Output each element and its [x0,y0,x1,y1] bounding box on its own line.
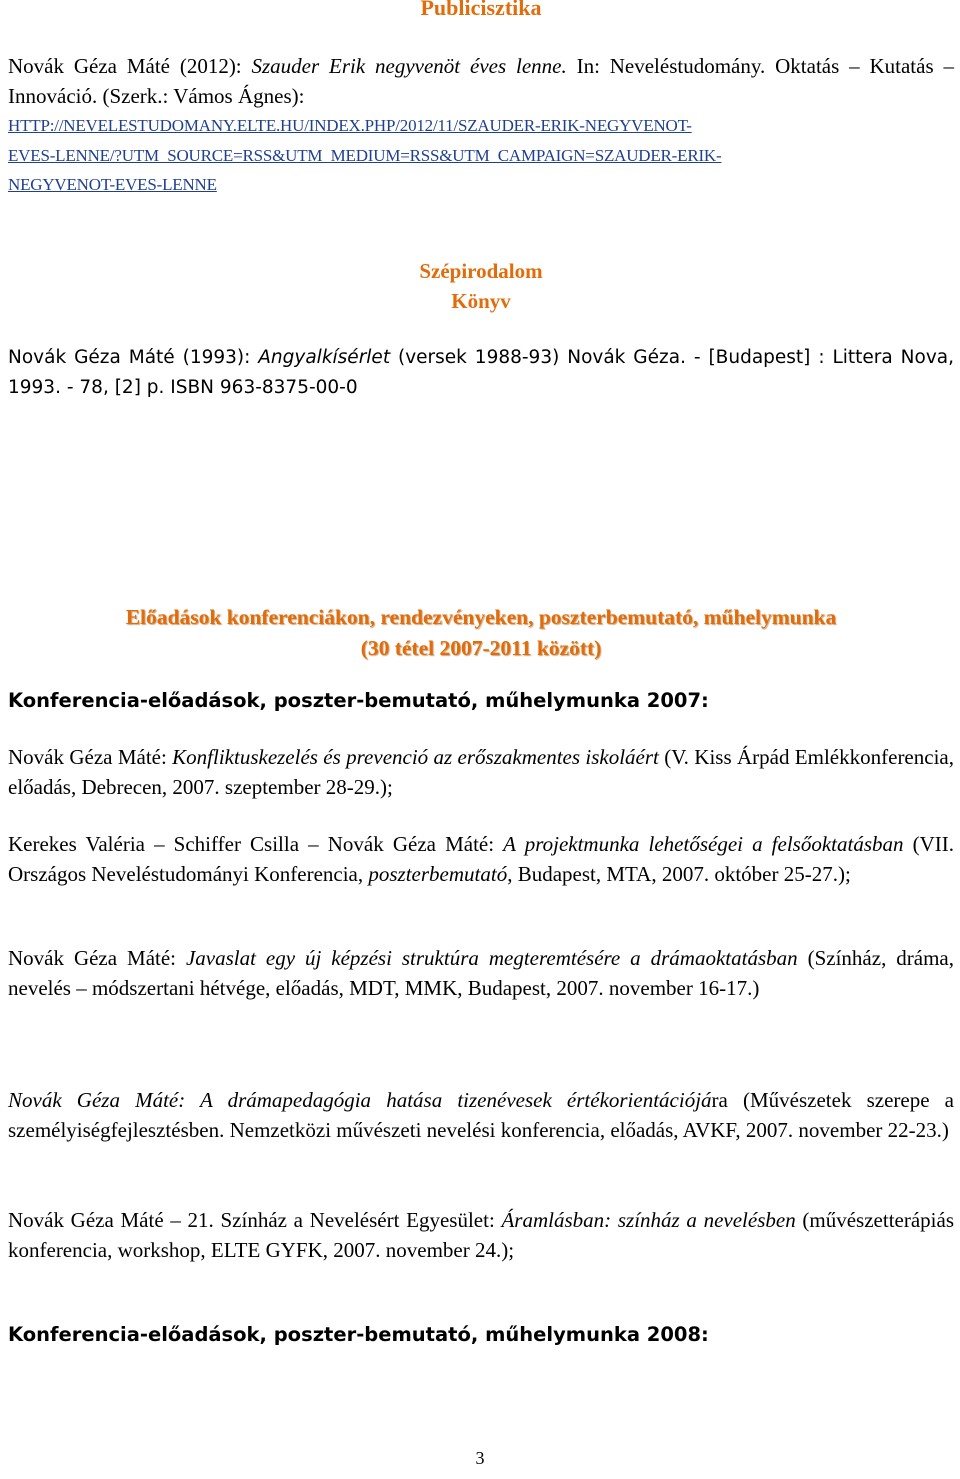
list-item-title: Novák Géza Máté: A drámapedagógia hatása tizenévesek értékorientációjá [8,1088,712,1112]
szepirodalom-entry [8,343,954,402]
entry-title: Angyalkísérlet [258,347,391,368]
link-line-1[interactable]: HTTP://NEVELESTUDOMANY.ELTE.HU/INDEX.PHP/2012/11/SZAUDER-ERIK-NEGYVENOT- [8,116,692,135]
list-item-title: Konfliktuskezelés és prevenció az erőszakmentes iskoláért [172,745,659,769]
list-item-authors: Kerekes Valéria – Schiffer Csilla – Novák Géza Máté: [8,832,504,856]
list-item-details-end: , Budapest, MTA, 2007. október 25-27.); [507,861,851,886]
list-item-details: (művészetterápiás konferencia, workshop, ELTE GYFK, 2007. november 24.); [8,1208,954,1262]
list-item-format: poszterbemutató [368,861,508,886]
section-heading-publicisztika: Publicisztika [420,0,542,20]
year-heading-2007: Konferencia-előadások, poszter-bemutató, műhelymunka 2007: [8,689,709,712]
entry-author: Novák Géza Máté (2012): [8,54,252,78]
list-item-details: ra (Művészetek szerepe a személyiségfejlesztésben. Nemzetközi művészeti nevelési konferencia, előadás, AVKF, 2007. november 22-23.) [8,1088,954,1142]
list-item-title: A projektmunka lehetőségei a felsőoktatásban [503,832,904,856]
list-item-authors: Novák Géza Máté – 21. Színház a Nevelésért Egyesület: [8,1208,502,1232]
section-heading-eloadasok: Előadások konferenciákon, rendezvényeken, poszterbemutató, műhelymunka [125,605,837,629]
entry-rest: (versek 1988-93) Novák Géza. - [Budapest] : Littera Nova, 1993. - 78, [2] p. ISBN 963-8375-00-0 [8,347,954,398]
year-heading-2008: Konferencia-előadások, poszter-bemutató, műhelymunka 2008: [8,1323,709,1346]
section-heading-szepirodalom: Szépirodalom [419,259,543,283]
list-item-authors: Novák Géza Máté: [8,946,186,970]
list-item-authors: Novák Géza Máté: [8,745,173,769]
list-item [8,1206,954,1265]
list-item [8,743,954,802]
list-item [8,944,954,1003]
list-item-details: (Színház, dráma, nevelés – módszertani hétvége, előadás, MDT, MMK, Budapest, 2007. november 16-17.) [8,946,954,1000]
entry-author: Novák Géza Máté (1993): [8,347,259,368]
subsection-heading-konyv: Könyv [451,289,511,313]
publicisztika-entry [8,52,954,200]
list-item [8,1086,954,1145]
section-subheading-tetel: (30 tétel 2007-2011 között) [360,636,602,660]
list-item-details: (VII. Országos Neveléstudományi Konferencia, [8,832,955,886]
link-line-3[interactable]: NEGYVENOT-EVES-LENNE [8,175,217,194]
list-item-title: Javaslat egy új képzési struktúra megteremtésére a drámaoktatásban [185,946,798,970]
link-line-2[interactable]: EVES-LENNE/?UTM_SOURCE=RSS&UTM_MEDIUM=RSS&UTM_CAMPAIGN=SZAUDER-ERIK- [8,145,722,165]
list-item-details: (V. Kiss Árpád Emlékkonferencia, előadás, Debrecen, 2007. szeptember 28-29.); [8,745,954,799]
entry-title: Szauder Erik negyvenöt éves lenne. [251,54,567,78]
entry-text [8,52,954,111]
article-link[interactable] [8,111,954,200]
entry-rest: In: Neveléstudomány. Oktatás – Kutatás – Innováció. (Szerk.: Vámos Ágnes): [8,54,954,108]
page-number: 3 [475,1448,485,1468]
list-item [8,830,954,889]
list-item-title: Áramlásban: színház a nevelésben [501,1208,796,1232]
